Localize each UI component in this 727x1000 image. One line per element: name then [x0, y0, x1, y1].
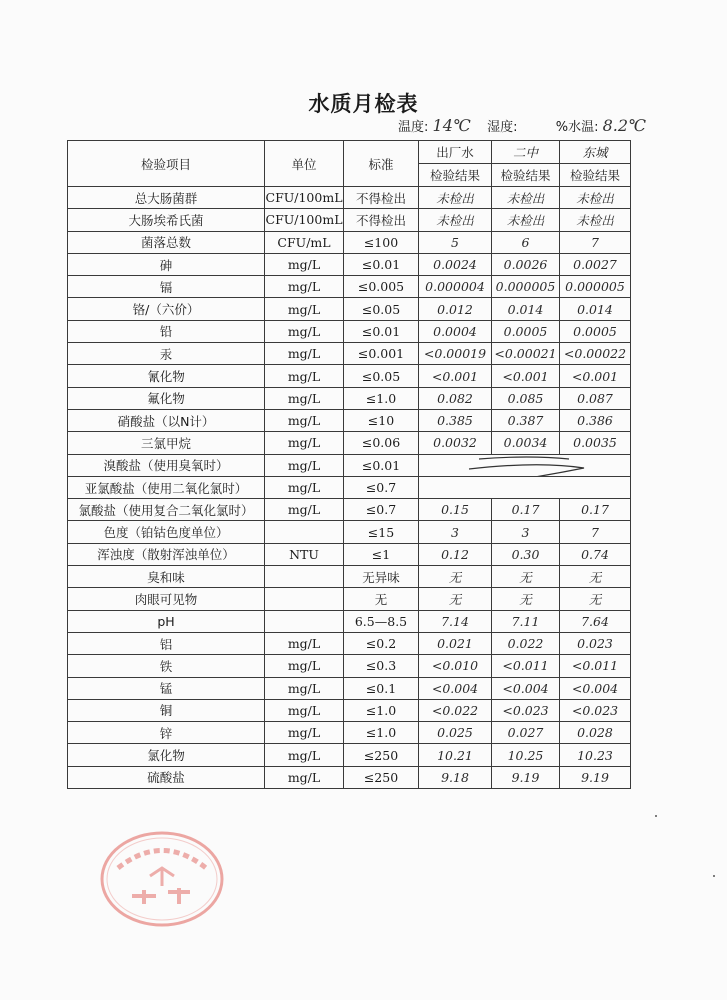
- result-site-3: 未检出: [560, 209, 631, 231]
- unit: [265, 521, 344, 543]
- table-row: [68, 476, 631, 498]
- unit: mg/L: [265, 432, 344, 454]
- item-name: 锰: [68, 677, 265, 699]
- item-name: 镉: [68, 276, 265, 298]
- unit: mg/L: [265, 409, 344, 431]
- unit: mg/L: [265, 476, 344, 498]
- result-site-1: 7.14: [419, 610, 492, 632]
- header-result-3: 检验结果: [560, 164, 631, 187]
- result-site-3: 未检出: [560, 187, 631, 209]
- strike-scribble: [419, 455, 631, 477]
- standard: ≤100: [344, 231, 419, 253]
- result-site-2: 3: [492, 521, 560, 543]
- standard: 无异味: [344, 566, 419, 588]
- table-row: [68, 409, 631, 431]
- unit: mg/L: [265, 343, 344, 365]
- result-site-2: 未检出: [492, 187, 560, 209]
- result-site-3: <0.001: [560, 365, 631, 387]
- table-row: [68, 744, 631, 766]
- unit: mg/L: [265, 632, 344, 654]
- item-name: 总大肠菌群: [68, 187, 265, 209]
- unit: [265, 566, 344, 588]
- unit: mg/L: [265, 655, 344, 677]
- result-site-2: <0.023: [492, 699, 560, 721]
- result-site-2: 0.30: [492, 543, 560, 565]
- table-row: [68, 722, 631, 744]
- standard: 不得检出: [344, 187, 419, 209]
- standard: ≤1.0: [344, 699, 419, 721]
- standard: ≤0.05: [344, 298, 419, 320]
- item-name: 铬/（六价）: [68, 298, 265, 320]
- unit: mg/L: [265, 766, 344, 788]
- result-site-3: 0.74: [560, 543, 631, 565]
- result-site-2: 无: [492, 588, 560, 610]
- table-row: [68, 588, 631, 610]
- result-site-1: 无: [419, 566, 492, 588]
- table-row: [68, 699, 631, 721]
- result-site-1: 0.15: [419, 499, 492, 521]
- unit: [265, 610, 344, 632]
- unit: mg/L: [265, 276, 344, 298]
- result-site-3: 0.0035: [560, 432, 631, 454]
- standard: ≤10: [344, 409, 419, 431]
- result-site-2: 7.11: [492, 610, 560, 632]
- result-site-2: 0.085: [492, 387, 560, 409]
- standard: ≤0.1: [344, 677, 419, 699]
- standard: 6.5—8.5: [344, 610, 419, 632]
- standard: 无: [344, 588, 419, 610]
- water-quality-table: [67, 140, 631, 789]
- result-site-2: 9.19: [492, 766, 560, 788]
- result-site-1: 0.0032: [419, 432, 492, 454]
- unit: mg/L: [265, 744, 344, 766]
- result-site-1: 无: [419, 588, 492, 610]
- result-site-2: <0.011: [492, 655, 560, 677]
- header-site-1: 出厂水: [419, 141, 492, 164]
- item-name: 氟化物: [68, 387, 265, 409]
- result-site-2: 0.014: [492, 298, 560, 320]
- result-site-1: 0.0024: [419, 253, 492, 275]
- standard: ≤0.2: [344, 632, 419, 654]
- result-site-1: 5: [419, 231, 492, 253]
- item-name: 氯酸盐（使用复合二氧化氯时）: [68, 499, 265, 521]
- item-name: 锌: [68, 722, 265, 744]
- header-result-2: 检验结果: [492, 164, 560, 187]
- page-title: 水质月检表: [308, 92, 419, 116]
- result-site-3: 0.028: [560, 722, 631, 744]
- result-site-1: 0.0004: [419, 320, 492, 342]
- standard: ≤0.01: [344, 253, 419, 275]
- result-site-3: 7: [560, 231, 631, 253]
- standard: ≤250: [344, 744, 419, 766]
- unit: CFU/100mL: [265, 209, 344, 231]
- unit: CFU/100mL: [265, 187, 344, 209]
- unit: mg/L: [265, 253, 344, 275]
- standard: ≤1.0: [344, 387, 419, 409]
- unit: mg/L: [265, 298, 344, 320]
- unit: mg/L: [265, 722, 344, 744]
- item-name: 大肠埃希氏菌: [68, 209, 265, 231]
- result-site-2: 无: [492, 566, 560, 588]
- standard: ≤250: [344, 766, 419, 788]
- result-site-1: 0.025: [419, 722, 492, 744]
- result-site-1: 0.082: [419, 387, 492, 409]
- item-name: 铝: [68, 632, 265, 654]
- table-row: [68, 320, 631, 342]
- item-name: 氯化物: [68, 744, 265, 766]
- water-temp-label: %水温:: [555, 120, 599, 135]
- table-row: [68, 187, 631, 209]
- result-site-2: 0.17: [492, 499, 560, 521]
- official-stamp: [98, 828, 226, 930]
- result-site-1: 0.012: [419, 298, 492, 320]
- result-site-2: 0.027: [492, 722, 560, 744]
- table-row: [68, 387, 631, 409]
- table-row: [68, 365, 631, 387]
- temp-label: 温度:: [398, 120, 429, 135]
- standard: ≤15: [344, 521, 419, 543]
- standard: 不得检出: [344, 209, 419, 231]
- result-site-1: 0.021: [419, 632, 492, 654]
- result-site-2: 0.0005: [492, 320, 560, 342]
- result-site-1: 9.18: [419, 766, 492, 788]
- standard: ≤0.05: [344, 365, 419, 387]
- result-site-3: 0.17: [560, 499, 631, 521]
- table-row: [68, 766, 631, 788]
- item-name: 三氯甲烷: [68, 432, 265, 454]
- result-site-3: 0.023: [560, 632, 631, 654]
- result-site-3: 0.0005: [560, 320, 631, 342]
- item-name: 亚氯酸盐（使用二氧化氯时）: [68, 476, 265, 498]
- item-name: 色度（铂钴色度单位）: [68, 521, 265, 543]
- item-name: 菌落总数: [68, 231, 265, 253]
- item-name: pH: [68, 610, 265, 632]
- table-row: [68, 432, 631, 454]
- result-site-2: 0.387: [492, 409, 560, 431]
- result-site-3: <0.00022: [560, 343, 631, 365]
- unit: mg/L: [265, 365, 344, 387]
- unit: mg/L: [265, 499, 344, 521]
- table-row: [68, 454, 631, 476]
- table-row: [68, 231, 631, 253]
- item-name: 肉眼可见物: [68, 588, 265, 610]
- table-row: [68, 677, 631, 699]
- result-struck-out: [419, 454, 631, 476]
- item-name: 溴酸盐（使用臭氧时）: [68, 454, 265, 476]
- item-name: 砷: [68, 253, 265, 275]
- item-name: 铜: [68, 699, 265, 721]
- unit: mg/L: [265, 387, 344, 409]
- table-row: [68, 298, 631, 320]
- table-row: [68, 521, 631, 543]
- result-site-1: <0.004: [419, 677, 492, 699]
- item-name: 铁: [68, 655, 265, 677]
- result-site-3: 无: [560, 566, 631, 588]
- result-site-2: 10.25: [492, 744, 560, 766]
- result-site-2: <0.001: [492, 365, 560, 387]
- item-name: 浑浊度（散射浑浊单位）: [68, 543, 265, 565]
- header-standard: 标准: [344, 141, 419, 187]
- result-site-1: 未检出: [419, 187, 492, 209]
- result-site-2: <0.00021: [492, 343, 560, 365]
- table-row: [68, 253, 631, 275]
- humidity-label: 湿度:: [487, 120, 518, 135]
- unit: CFU/mL: [265, 231, 344, 253]
- unit: mg/L: [265, 699, 344, 721]
- header-result-1: 检验结果: [419, 164, 492, 187]
- table-row: [68, 343, 631, 365]
- result-struck-out: [419, 476, 631, 498]
- standard: ≤0.7: [344, 499, 419, 521]
- temp-value: 14℃: [432, 116, 471, 135]
- result-site-2: 0.000005: [492, 276, 560, 298]
- standard: ≤1: [344, 543, 419, 565]
- result-site-3: <0.011: [560, 655, 631, 677]
- result-site-2: 0.0026: [492, 253, 560, 275]
- unit: mg/L: [265, 677, 344, 699]
- result-site-1: <0.001: [419, 365, 492, 387]
- result-site-3: 9.19: [560, 766, 631, 788]
- standard: ≤0.3: [344, 655, 419, 677]
- result-site-1: 0.385: [419, 409, 492, 431]
- unit: NTU: [265, 543, 344, 565]
- table-row: [68, 610, 631, 632]
- result-site-1: 0.12: [419, 543, 492, 565]
- header-unit: 单位: [265, 141, 344, 187]
- item-name: 氰化物: [68, 365, 265, 387]
- result-site-2: <0.004: [492, 677, 560, 699]
- item-name: 铅: [68, 320, 265, 342]
- result-site-3: 0.386: [560, 409, 631, 431]
- result-site-1: <0.010: [419, 655, 492, 677]
- unit: mg/L: [265, 454, 344, 476]
- result-site-3: 0.000005: [560, 276, 631, 298]
- result-site-1: <0.00019: [419, 343, 492, 365]
- result-site-3: 7.64: [560, 610, 631, 632]
- result-site-1: 3: [419, 521, 492, 543]
- item-name: 臭和味: [68, 566, 265, 588]
- item-name: 硝酸盐（以N计）: [68, 409, 265, 431]
- standard: ≤1.0: [344, 722, 419, 744]
- result-site-3: 0.0027: [560, 253, 631, 275]
- item-name: 汞: [68, 343, 265, 365]
- item-name: 硫酸盐: [68, 766, 265, 788]
- standard: ≤0.005: [344, 276, 419, 298]
- result-site-3: 10.23: [560, 744, 631, 766]
- standard: ≤0.001: [344, 343, 419, 365]
- table-row: [68, 209, 631, 231]
- unit: [265, 588, 344, 610]
- standard: ≤0.06: [344, 432, 419, 454]
- result-site-2: 0.0034: [492, 432, 560, 454]
- header-item: 检验项目: [68, 141, 265, 187]
- table-row: [68, 566, 631, 588]
- result-site-2: 0.022: [492, 632, 560, 654]
- header-site-2: 二中: [492, 141, 560, 164]
- result-site-1: <0.022: [419, 699, 492, 721]
- result-site-1: 0.000004: [419, 276, 492, 298]
- result-site-3: <0.004: [560, 677, 631, 699]
- unit: mg/L: [265, 320, 344, 342]
- standard: ≤0.7: [344, 476, 419, 498]
- standard: ≤0.01: [344, 454, 419, 476]
- table-row: [68, 543, 631, 565]
- standard: ≤0.01: [344, 320, 419, 342]
- result-site-3: 无: [560, 588, 631, 610]
- table-row: [68, 499, 631, 521]
- conditions-line: [398, 116, 646, 135]
- result-site-1: 10.21: [419, 744, 492, 766]
- result-site-3: 0.014: [560, 298, 631, 320]
- result-site-1: 未检出: [419, 209, 492, 231]
- table-row: [68, 632, 631, 654]
- result-site-3: 7: [560, 521, 631, 543]
- result-site-3: 0.087: [560, 387, 631, 409]
- result-site-2: 未检出: [492, 209, 560, 231]
- water-temp-value: 8.2℃: [602, 116, 646, 135]
- table-row: [68, 655, 631, 677]
- table-row: [68, 276, 631, 298]
- result-site-2: 6: [492, 231, 560, 253]
- header-site-3: 东城: [560, 141, 631, 164]
- result-site-3: <0.023: [560, 699, 631, 721]
